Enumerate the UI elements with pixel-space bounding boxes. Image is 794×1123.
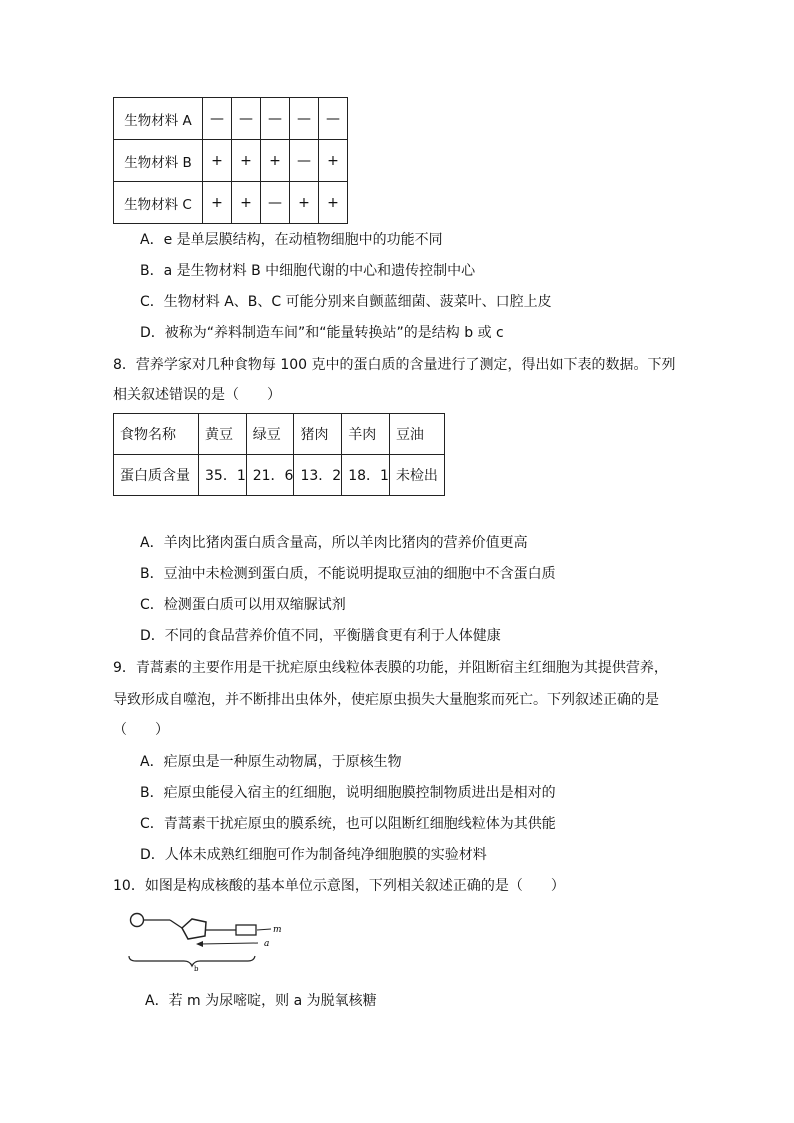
q8-option-d: D．不同的食品营养价值不同，平衡膳食更有利于人体健康	[140, 628, 501, 644]
a-arrowhead	[196, 941, 203, 947]
a-arrow-line	[200, 943, 258, 944]
header-cell: 猪肉	[294, 414, 342, 455]
table-cell: 13．2	[294, 455, 342, 496]
table-cell: 18．1	[342, 455, 390, 496]
table-cell: +	[319, 182, 348, 224]
table-cell: —	[261, 182, 290, 224]
table-cell: +	[232, 182, 261, 224]
q9-stem-paren: （ ）	[113, 722, 169, 738]
q7-option-b: B．a 是生物材料 B 中细胞代谢的中心和遗传控制中心	[140, 263, 476, 279]
q9-stem-cont: 导致形成自噬泡，并不断排出虫体外，使疟原虫损失大量胞浆而死亡。下列叙述正确的是	[113, 692, 659, 708]
table-cell: —	[319, 98, 348, 140]
a-label: a	[264, 939, 270, 949]
table-cell: +	[261, 140, 290, 182]
table-cell: +	[290, 182, 319, 224]
header-cell: 豆油	[389, 414, 444, 455]
pentose-ring	[182, 919, 206, 939]
bond-line	[170, 920, 182, 928]
header-cell: 羊肉	[342, 414, 390, 455]
q7-option-c: C．生物材料 A、B、C 可能分别来自颤蓝细菌、菠菜叶、口腔上皮	[140, 294, 552, 310]
q9-stem: 9．青蒿素的主要作用是干扰疟原虫线粒体表膜的功能，并阻断宿主红细胞为其提供营养，	[113, 660, 668, 676]
q10-stem: 10．如图是构成核酸的基本单位示意图，下列相关叙述正确的是（ ）	[113, 878, 565, 894]
q8-option-b: B．豆油中未检测到蛋白质，不能说明提取豆油的细胞中不含蛋白质	[140, 566, 556, 582]
table-cell: +	[319, 140, 348, 182]
table-cell: —	[203, 98, 232, 140]
table-row	[114, 98, 348, 140]
table-row	[114, 455, 445, 496]
table-cell: +	[203, 182, 232, 224]
material-table	[113, 97, 348, 224]
table-row	[114, 140, 348, 182]
base-rectangle	[236, 925, 256, 935]
header-cell: 食物名称	[114, 414, 199, 455]
q8-option-a: A．羊肉比猪肉蛋白质含量高，所以羊肉比猪肉的营养价值更高	[140, 535, 528, 551]
q7-option-d: D．被称为“养料制造车间”和“能量转换站”的是结构 b 或 c	[140, 325, 504, 341]
b-label: b	[194, 965, 199, 972]
row-label: 生物材料 A	[114, 98, 203, 140]
table-cell: —	[290, 140, 319, 182]
phosphate-circle	[131, 914, 144, 927]
q8-stem-cont: 相关叙述错误的是（ ）	[113, 387, 281, 403]
table-cell: 35．1	[199, 455, 247, 496]
table-cell: 未检出	[389, 455, 444, 496]
table-row	[114, 414, 445, 455]
q10-option-a: A．若 m 为尿嘧啶，则 a 为脱氧核糖	[145, 993, 377, 1009]
q9-option-d: D．人体未成熟红细胞可作为制备纯净细胞膜的实验材料	[140, 847, 487, 863]
table-cell: —	[261, 98, 290, 140]
row-label: 生物材料 B	[114, 140, 203, 182]
q9-option-a: A．疟原虫是一种原生动物属，于原核生物	[140, 754, 402, 770]
q7-option-a: A．e 是单层膜结构，在动植物细胞中的功能不同	[140, 232, 443, 248]
q8-stem: 8．营养学家对几种食物每 100 克中的蛋白质的含量进行了测定，得出如下表的数据。下列	[113, 357, 676, 373]
table-cell: +	[203, 140, 232, 182]
brace	[129, 956, 255, 966]
table-cell: 蛋白质含量	[114, 455, 199, 496]
table-cell: —	[232, 98, 261, 140]
m-label: m	[273, 925, 282, 935]
table-row	[114, 182, 348, 224]
q8-option-c: C．检测蛋白质可以用双缩脲试剂	[140, 597, 346, 613]
header-cell: 绿豆	[246, 414, 294, 455]
row-label: 生物材料 C	[114, 182, 203, 224]
header-cell: 黄豆	[199, 414, 247, 455]
table-cell: —	[290, 98, 319, 140]
nucleotide-diagram	[126, 906, 296, 972]
q9-option-c: C．青蒿素干扰疟原虫的膜系统，也可以阻断红细胞线粒体为其供能	[140, 816, 556, 832]
table-cell: +	[232, 140, 261, 182]
table-cell: 21．6	[246, 455, 294, 496]
q9-option-b: B．疟原虫能侵入宿主的红细胞，说明细胞膜控制物质进出是相对的	[140, 785, 556, 801]
label-pointer	[257, 929, 271, 930]
protein-table	[113, 413, 445, 496]
